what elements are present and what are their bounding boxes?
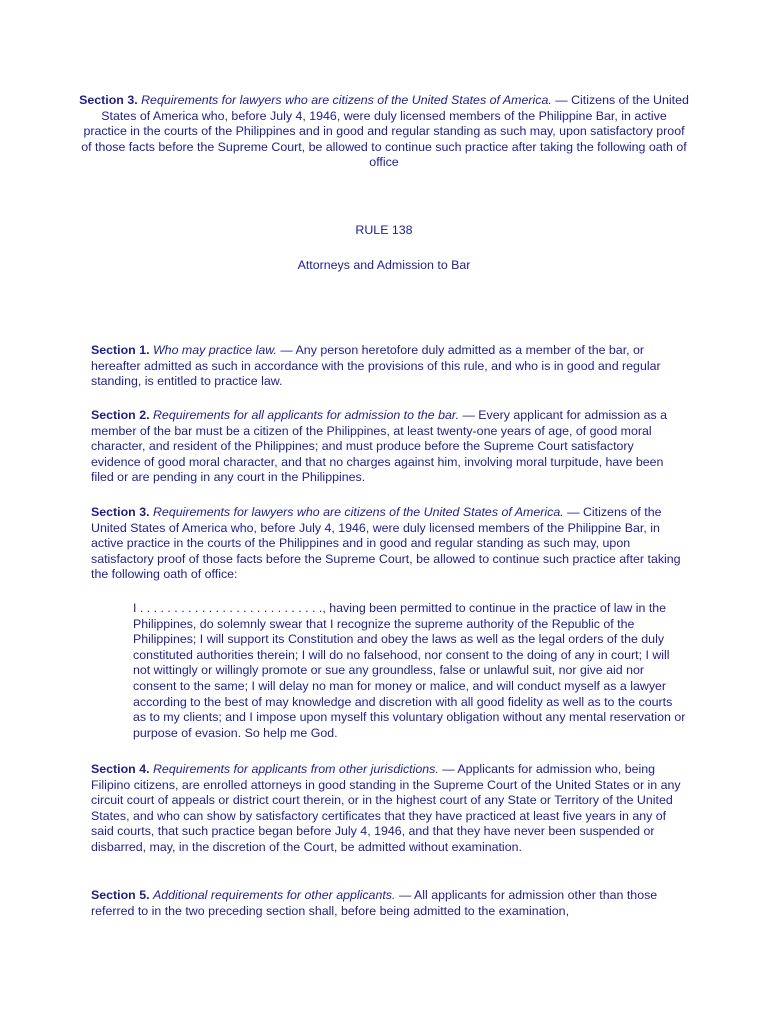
section-body: — Citizens of the United States of America who, before July 4, 1946, were duly licensed members of the Philippine Bar, in active practice in the courts of the Philippines and in good and regular standing as such may, upon satisfactory proof of those facts before the Supreme Court, be allowed to continue such practice after taking the following oath of office	[81, 93, 689, 170]
section-label: Section 2.	[91, 408, 150, 422]
section-3	[91, 505, 686, 583]
section-heading: Additional requirements for other applicants.	[152, 888, 396, 902]
section-heading: Requirements for lawyers who are citizens of the United States of America.	[152, 505, 564, 519]
section-heading: Requirements for all applicants for admission to the bar.	[152, 408, 459, 422]
section-1	[91, 343, 686, 390]
section-heading: Requirements for applicants from other jurisdictions.	[152, 762, 439, 776]
section-2	[91, 408, 686, 486]
section-label: Section 4.	[91, 762, 150, 776]
intro-section-3	[78, 93, 690, 171]
section-label: Section 3.	[79, 93, 138, 107]
rule-title: Attorneys and Admission to Bar	[297, 258, 471, 272]
section-body: — All applicants for admission other than those referred to in the two preceding section shall, before being admitted to the examination,	[91, 888, 658, 918]
section-4	[91, 762, 686, 856]
section-body: — Every applicant for admission as a member of the bar must be a citizen of the Philippines, at least twenty-one years of age, of good moral character, and resident of the Philippines; and must produce before the Supreme Court satisfactory evidence of good moral character, and that no charges against him, involving moral turpitude, have been filed or are pending in any court in the Philippines.	[91, 408, 667, 485]
section-heading: Requirements for lawyers who are citizens of the United States of America.	[141, 93, 552, 107]
section-body: — Applicants for admission who, being Filipino citizens, are enrolled attorneys in good standing in the Supreme Court of the United States or in any circuit court of appeals or district court therein, or in the highest court of any State or Territory of the United States, and who can show by satisfactory certificates that they have practiced at least five years in any of said courts, that such practice began before July 4, 1946, and that they have never been suspended or disbarred, may, in the discretion of the Court, be admitted without examination.	[91, 762, 681, 854]
section-label: Section 3.	[91, 505, 150, 519]
section-body: — Citizens of the United States of America who, before July 4, 1946, were duly licensed members of the Philippine Bar, in active practice in the courts of the Philippines and in good and regular standing as such may, upon satisfactory proof of those facts before the Supreme Court, be allowed to continue such practice after taking the following oath of office:	[91, 505, 681, 582]
section-5	[91, 888, 686, 919]
rule-number: RULE 138	[355, 223, 413, 237]
section-heading: Who may practice law.	[152, 343, 277, 357]
section-label: Section 5.	[91, 888, 150, 902]
section-label: Section 1.	[91, 343, 150, 357]
section-body: — Any person heretofore duly admitted as a member of the bar, or hereafter admitted as such in accordance with the provisions of this rule, and who is in good and regular standing, is entitled to practice law.	[91, 343, 661, 389]
oath-of-office: I . . . . . . . . . . . . . . . . . . . . . . . . . . ., having been permitted to continue in the practice of law in the Philippines, do solemnly swear that I recognize the supreme authority of the Republic of the Philippines; I will support its Constitution and obey the laws as well as the legal orders of the duly constituted authorities therein; I will do no falsehood, nor consent to the doing of any in court; I will not wittingly or willingly promote or sue any groundless, false or unlawful suit, nor give aid nor consent to the same; I will delay no man for money or malice, and will conduct myself as a lawyer according to the best of may knowledge and discretion with all good fidelity as well as to the courts as to my clients; and I impose upon myself this voluntary obligation without any mental reservation or purpose of evasion. So help me God.	[133, 601, 686, 740]
